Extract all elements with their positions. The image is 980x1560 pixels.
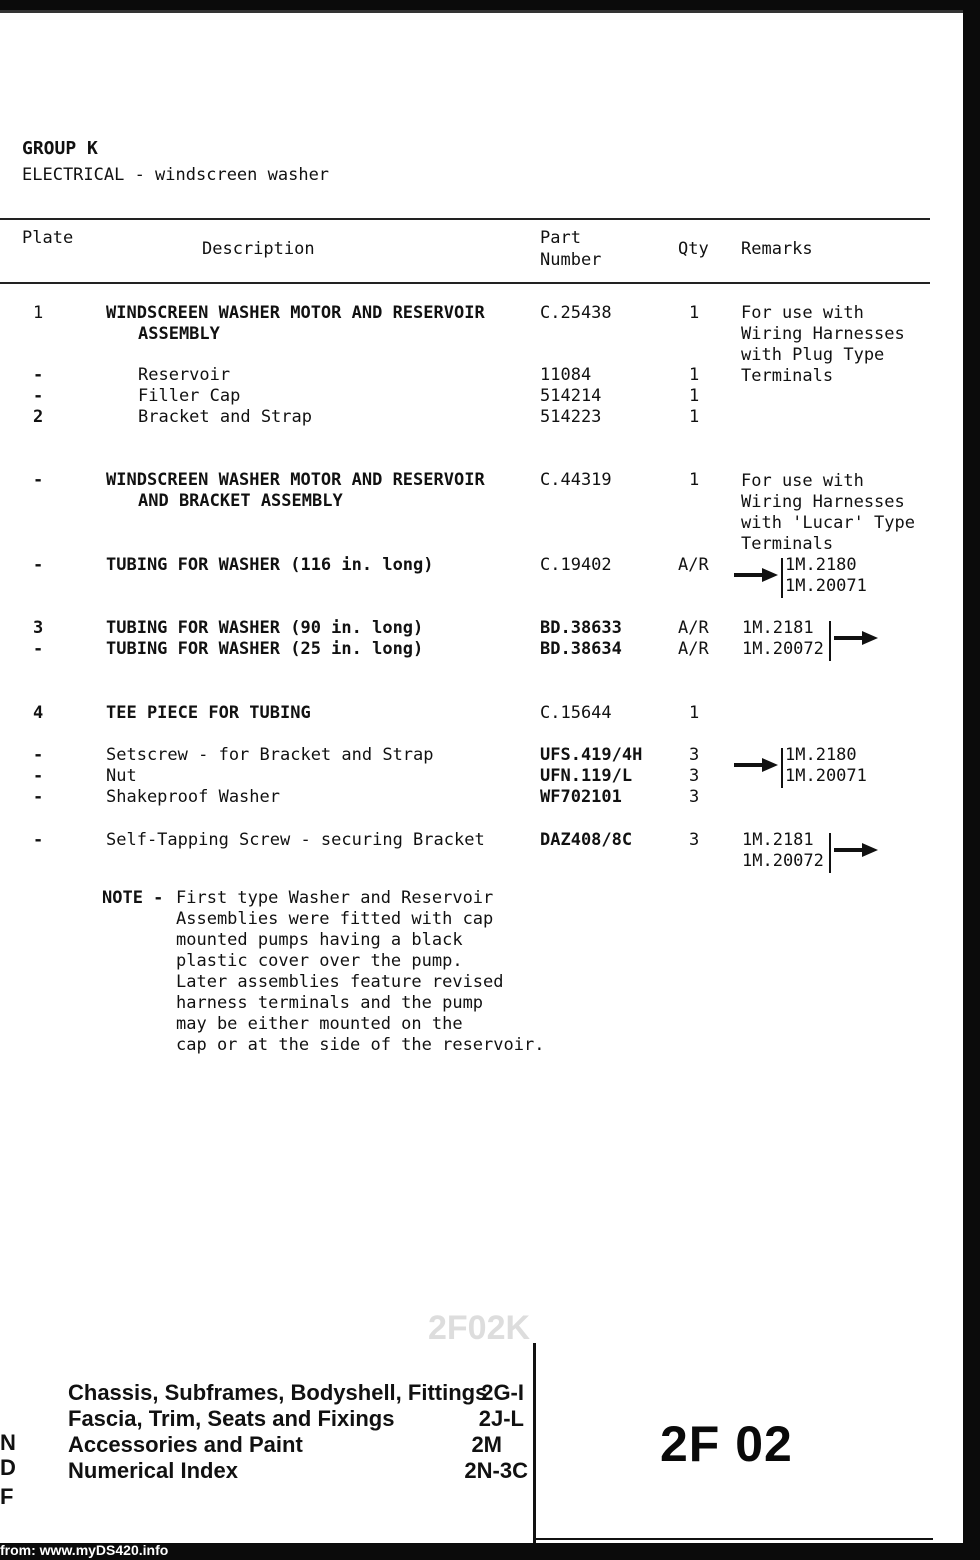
index-code: 2J-L [478, 1406, 524, 1431]
part-number-cell: UFS.419/4H [540, 745, 643, 765]
col-plate: Plate [22, 228, 74, 248]
qty-cell: 1 [689, 703, 700, 723]
remarks-line: Terminals [741, 534, 834, 554]
description-cell: TUBING FOR WASHER (116 in. long) [106, 555, 434, 575]
part-number-cell: C.15644 [540, 703, 612, 723]
source-url: from: www.myDS420.info [0, 1542, 169, 1558]
remarks-line: 1M.20071 [785, 576, 867, 596]
side-letter: D [0, 1455, 16, 1480]
part-number-cell: C.25438 [540, 303, 612, 323]
plate-cell: 2 [33, 407, 44, 427]
description-cell: Bracket and Strap [138, 407, 312, 427]
description-cell: Reservoir [138, 365, 231, 385]
remarks-line: 1M.2180 [785, 555, 857, 575]
index-label: Chassis, Subframes, Bodyshell, Fittings [68, 1380, 488, 1405]
plate-cell: - [33, 555, 44, 575]
description-cell: Self-Tapping Screw - securing Bracket [106, 830, 485, 850]
part-number-cell: DAZ408/8C [540, 830, 633, 850]
remarks-line: with Plug Type [741, 345, 885, 365]
plate-cell: - [33, 745, 44, 765]
part-number-cell: BD.38634 [540, 639, 622, 659]
qty-cell: 1 [689, 470, 700, 490]
note-line: cap or at the side of the reservoir. [176, 1035, 545, 1055]
revision-bar [781, 558, 783, 598]
qty-cell: 1 [689, 407, 700, 427]
plate-cell: - [33, 365, 44, 385]
revision-bar [829, 621, 831, 661]
col-part-line1: Part [540, 228, 581, 248]
qty-cell: 3 [689, 745, 700, 765]
section-title: ELECTRICAL - windscreen washer [22, 165, 330, 185]
part-number-cell: 514214 [540, 386, 602, 406]
part-number-cell: 11084 [540, 365, 592, 385]
qty-cell: 3 [689, 830, 700, 850]
description-cell: TUBING FOR WASHER (90 in. long) [106, 618, 424, 638]
plate-cell: - [33, 386, 44, 406]
arrow-right-icon [734, 758, 778, 772]
note-line: First type Washer and Reservoir [176, 888, 494, 908]
index-code: 2G-I [481, 1380, 524, 1405]
note-line: may be either mounted on the [176, 1014, 463, 1034]
note-line: Later assemblies feature revised [176, 972, 504, 992]
qty-cell: 3 [689, 766, 700, 786]
remarks-line: Wiring Harnesses [741, 324, 905, 344]
col-part-line2: Number [540, 250, 602, 270]
qty-cell: 1 [689, 386, 700, 406]
revision-bar [781, 748, 783, 788]
remarks-line: For use with [741, 303, 864, 323]
index-code: 2N-3C [464, 1458, 528, 1483]
part-number-cell: BD.38633 [540, 618, 622, 638]
arrow-right-icon [834, 843, 878, 857]
remarks-line: For use with [741, 471, 864, 491]
fiche-code: 2F 02 [660, 1416, 793, 1472]
note-label: NOTE - [102, 888, 164, 908]
qty-cell: 1 [689, 303, 700, 323]
plate-cell: 3 [33, 618, 44, 638]
col-description: Description [202, 239, 315, 259]
plate-cell: - [33, 766, 44, 786]
side-letter: F [0, 1484, 14, 1509]
index-code: 2M [471, 1432, 502, 1457]
part-number-cell: C.19402 [540, 555, 612, 575]
arrow-right-icon [834, 631, 878, 645]
index-label: Numerical Index [68, 1458, 238, 1483]
remarks-line: 1M.20071 [785, 766, 867, 786]
footer-bottom-rule [533, 1538, 933, 1540]
index-label: Accessories and Paint [68, 1432, 303, 1457]
remarks-line: 1M.20072 [742, 639, 824, 659]
plate-cell: 1 [33, 303, 44, 323]
description-cell: Shakeproof Washer [106, 787, 280, 807]
note-line: Assemblies were fitted with cap [176, 909, 494, 929]
note-line: harness terminals and the pump [176, 993, 484, 1013]
plate-cell: - [33, 830, 44, 850]
remarks-line: 1M.2180 [785, 745, 857, 765]
table-top-rule [0, 218, 930, 220]
index-label: Fascia, Trim, Seats and Fixings [68, 1406, 395, 1431]
note-line: mounted pumps having a black [176, 930, 463, 950]
remarks-line: Terminals [741, 366, 834, 386]
description-cell: WINDSCREEN WASHER MOTOR AND RESERVOIR [106, 303, 485, 323]
qty-cell: A/R [678, 639, 709, 659]
side-letter: N [0, 1430, 16, 1455]
plate-cell: 4 [33, 703, 44, 723]
watermark-stamp: 2F02K [428, 1309, 531, 1347]
remarks-line: 1M.20072 [742, 851, 824, 871]
arrow-right-icon [734, 568, 778, 582]
qty-cell: 1 [689, 365, 700, 385]
description-cell: Filler Cap [138, 386, 241, 406]
part-number-cell: WF702101 [540, 787, 622, 807]
note-line: plastic cover over the pump. [176, 951, 463, 971]
footer-divider [533, 1343, 536, 1543]
description-cell: WINDSCREEN WASHER MOTOR AND RESERVOIR [106, 470, 485, 490]
table-header-rule [0, 282, 930, 284]
group-title: GROUP K [22, 138, 98, 159]
description-cell: Setscrew - for Bracket and Strap [106, 745, 434, 765]
remarks-line: 1M.2181 [742, 830, 814, 850]
part-number-cell: C.44319 [540, 470, 612, 490]
remarks-line: with 'Lucar' Type [741, 513, 915, 533]
description-cell: TUBING FOR WASHER (25 in. long) [106, 639, 424, 659]
col-remarks: Remarks [741, 239, 813, 259]
part-number-cell: UFN.119/L [540, 766, 633, 786]
description-cell: TEE PIECE FOR TUBING [106, 703, 311, 723]
description-cell-cont: ASSEMBLY [138, 324, 220, 344]
qty-cell: A/R [678, 618, 709, 638]
plate-cell: - [33, 639, 44, 659]
qty-cell: 3 [689, 787, 700, 807]
part-number-cell: 514223 [540, 407, 602, 427]
col-qty: Qty [678, 239, 709, 259]
remarks-line: Wiring Harnesses [741, 492, 905, 512]
catalogue-page [0, 10, 963, 1543]
plate-cell: - [33, 787, 44, 807]
revision-bar [829, 833, 831, 873]
qty-cell: A/R [678, 555, 709, 575]
description-cell-cont: AND BRACKET ASSEMBLY [138, 491, 343, 511]
plate-cell: - [33, 470, 44, 490]
description-cell: Nut [106, 766, 137, 786]
remarks-line: 1M.2181 [742, 618, 814, 638]
